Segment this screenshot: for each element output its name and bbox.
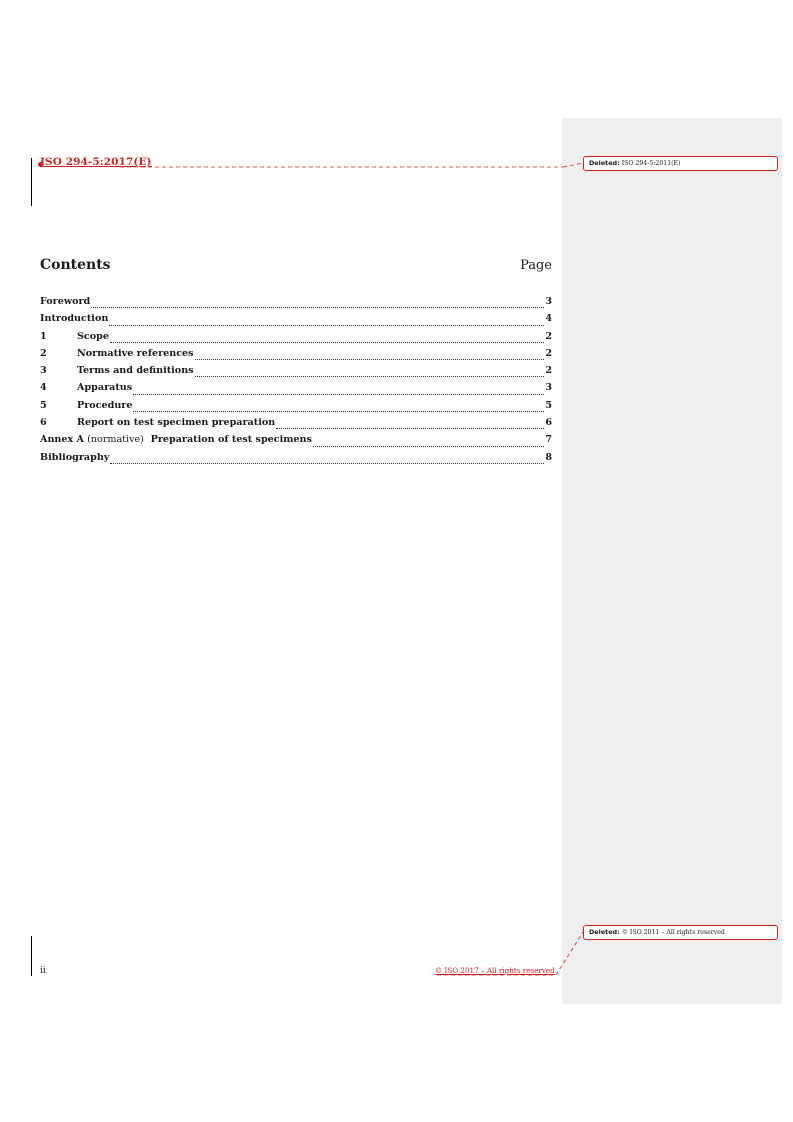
toc-leader-dots bbox=[133, 411, 544, 412]
comment-balloon-header[interactable] bbox=[583, 156, 778, 171]
toc-leader-dots bbox=[110, 342, 544, 343]
toc-entry-title: Foreword bbox=[40, 296, 91, 307]
toc-entry-title: Introduction bbox=[40, 313, 109, 325]
header-inserted-text[interactable]: ISO 294-5:2017(E) bbox=[40, 156, 152, 168]
toc-leader-dots bbox=[110, 463, 544, 464]
toc-entry-page: 3 bbox=[545, 382, 552, 394]
toc-entry-introduction[interactable] bbox=[40, 313, 552, 330]
toc-entry-title: Apparatus bbox=[77, 382, 133, 394]
toc-entry-number: 4 bbox=[40, 382, 47, 394]
toc-entry-page: 7 bbox=[545, 434, 552, 446]
toc-leader-dots bbox=[313, 446, 544, 447]
toc-leader-dots bbox=[109, 325, 544, 326]
toc-entry-page: 6 bbox=[545, 417, 552, 429]
toc-leader-dots bbox=[195, 359, 545, 360]
toc-entry-page: 2 bbox=[545, 330, 552, 342]
toc-leader-dots bbox=[195, 376, 545, 377]
change-bar-header bbox=[31, 158, 32, 206]
comment-text: © ISO 2011 – All rights reserved bbox=[621, 929, 725, 936]
toc-entry-page: 2 bbox=[545, 365, 552, 377]
toc-entry-title: Report on test specimen preparation bbox=[77, 417, 276, 429]
table-of-contents bbox=[40, 296, 552, 469]
toc-entry-title: Normative references bbox=[77, 347, 194, 359]
toc-leader-dots bbox=[91, 307, 544, 308]
toc-entry-page: 2 bbox=[545, 347, 552, 359]
toc-entry-page: 8 bbox=[545, 451, 552, 463]
toc-entry-apparatus[interactable] bbox=[40, 382, 552, 399]
footer-page-number: ii bbox=[40, 966, 46, 976]
toc-entry-report[interactable] bbox=[40, 417, 552, 434]
toc-leader-dots bbox=[276, 428, 544, 429]
toc-entry-bibliography[interactable] bbox=[40, 452, 552, 469]
toc-entry-page: 4 bbox=[545, 313, 552, 325]
toc-entry-terms-and-definitions[interactable] bbox=[40, 365, 552, 382]
toc-entry-normative-references[interactable] bbox=[40, 348, 552, 365]
toc-entry-page: 3 bbox=[545, 296, 552, 307]
toc-leader-dots bbox=[133, 394, 544, 395]
toc-entry-title: Scope bbox=[77, 330, 109, 342]
comment-balloon-footer[interactable] bbox=[583, 925, 778, 940]
toc-entry-annex-a[interactable] bbox=[40, 434, 552, 451]
toc-entry-scope[interactable] bbox=[40, 331, 552, 348]
page-column-label: Page bbox=[520, 258, 552, 273]
toc-entry-title: Terms and definitions bbox=[77, 365, 194, 377]
toc-entry-number: 3 bbox=[40, 365, 47, 377]
toc-entry-foreword[interactable] bbox=[40, 296, 552, 313]
toc-entry-number: 1 bbox=[40, 330, 47, 342]
comment-label: Deleted: bbox=[589, 928, 620, 936]
footer-inserted-copyright[interactable]: © ISO 2017 – All rights reserved bbox=[435, 966, 555, 975]
annex-title: Preparation of test specimens bbox=[143, 434, 312, 446]
contents-heading: Contents bbox=[40, 257, 111, 273]
toc-entry-page: 5 bbox=[545, 399, 552, 411]
annex-type: (normative) bbox=[84, 434, 144, 446]
toc-entry-number: 2 bbox=[40, 347, 47, 359]
annex-label: Annex A bbox=[40, 434, 85, 446]
change-bar-footer bbox=[31, 936, 32, 976]
toc-entry-title: Procedure bbox=[77, 399, 133, 411]
toc-entry-title: Bibliography bbox=[40, 451, 110, 463]
toc-entry-number: 5 bbox=[40, 399, 47, 411]
toc-entry-title bbox=[40, 434, 312, 445]
markup-pane bbox=[562, 118, 782, 1004]
comment-label: Deleted: bbox=[589, 159, 620, 167]
comment-text: ISO 294-5:2011(E) bbox=[621, 160, 681, 167]
toc-entry-procedure[interactable] bbox=[40, 400, 552, 417]
toc-entry-number: 6 bbox=[40, 417, 47, 429]
